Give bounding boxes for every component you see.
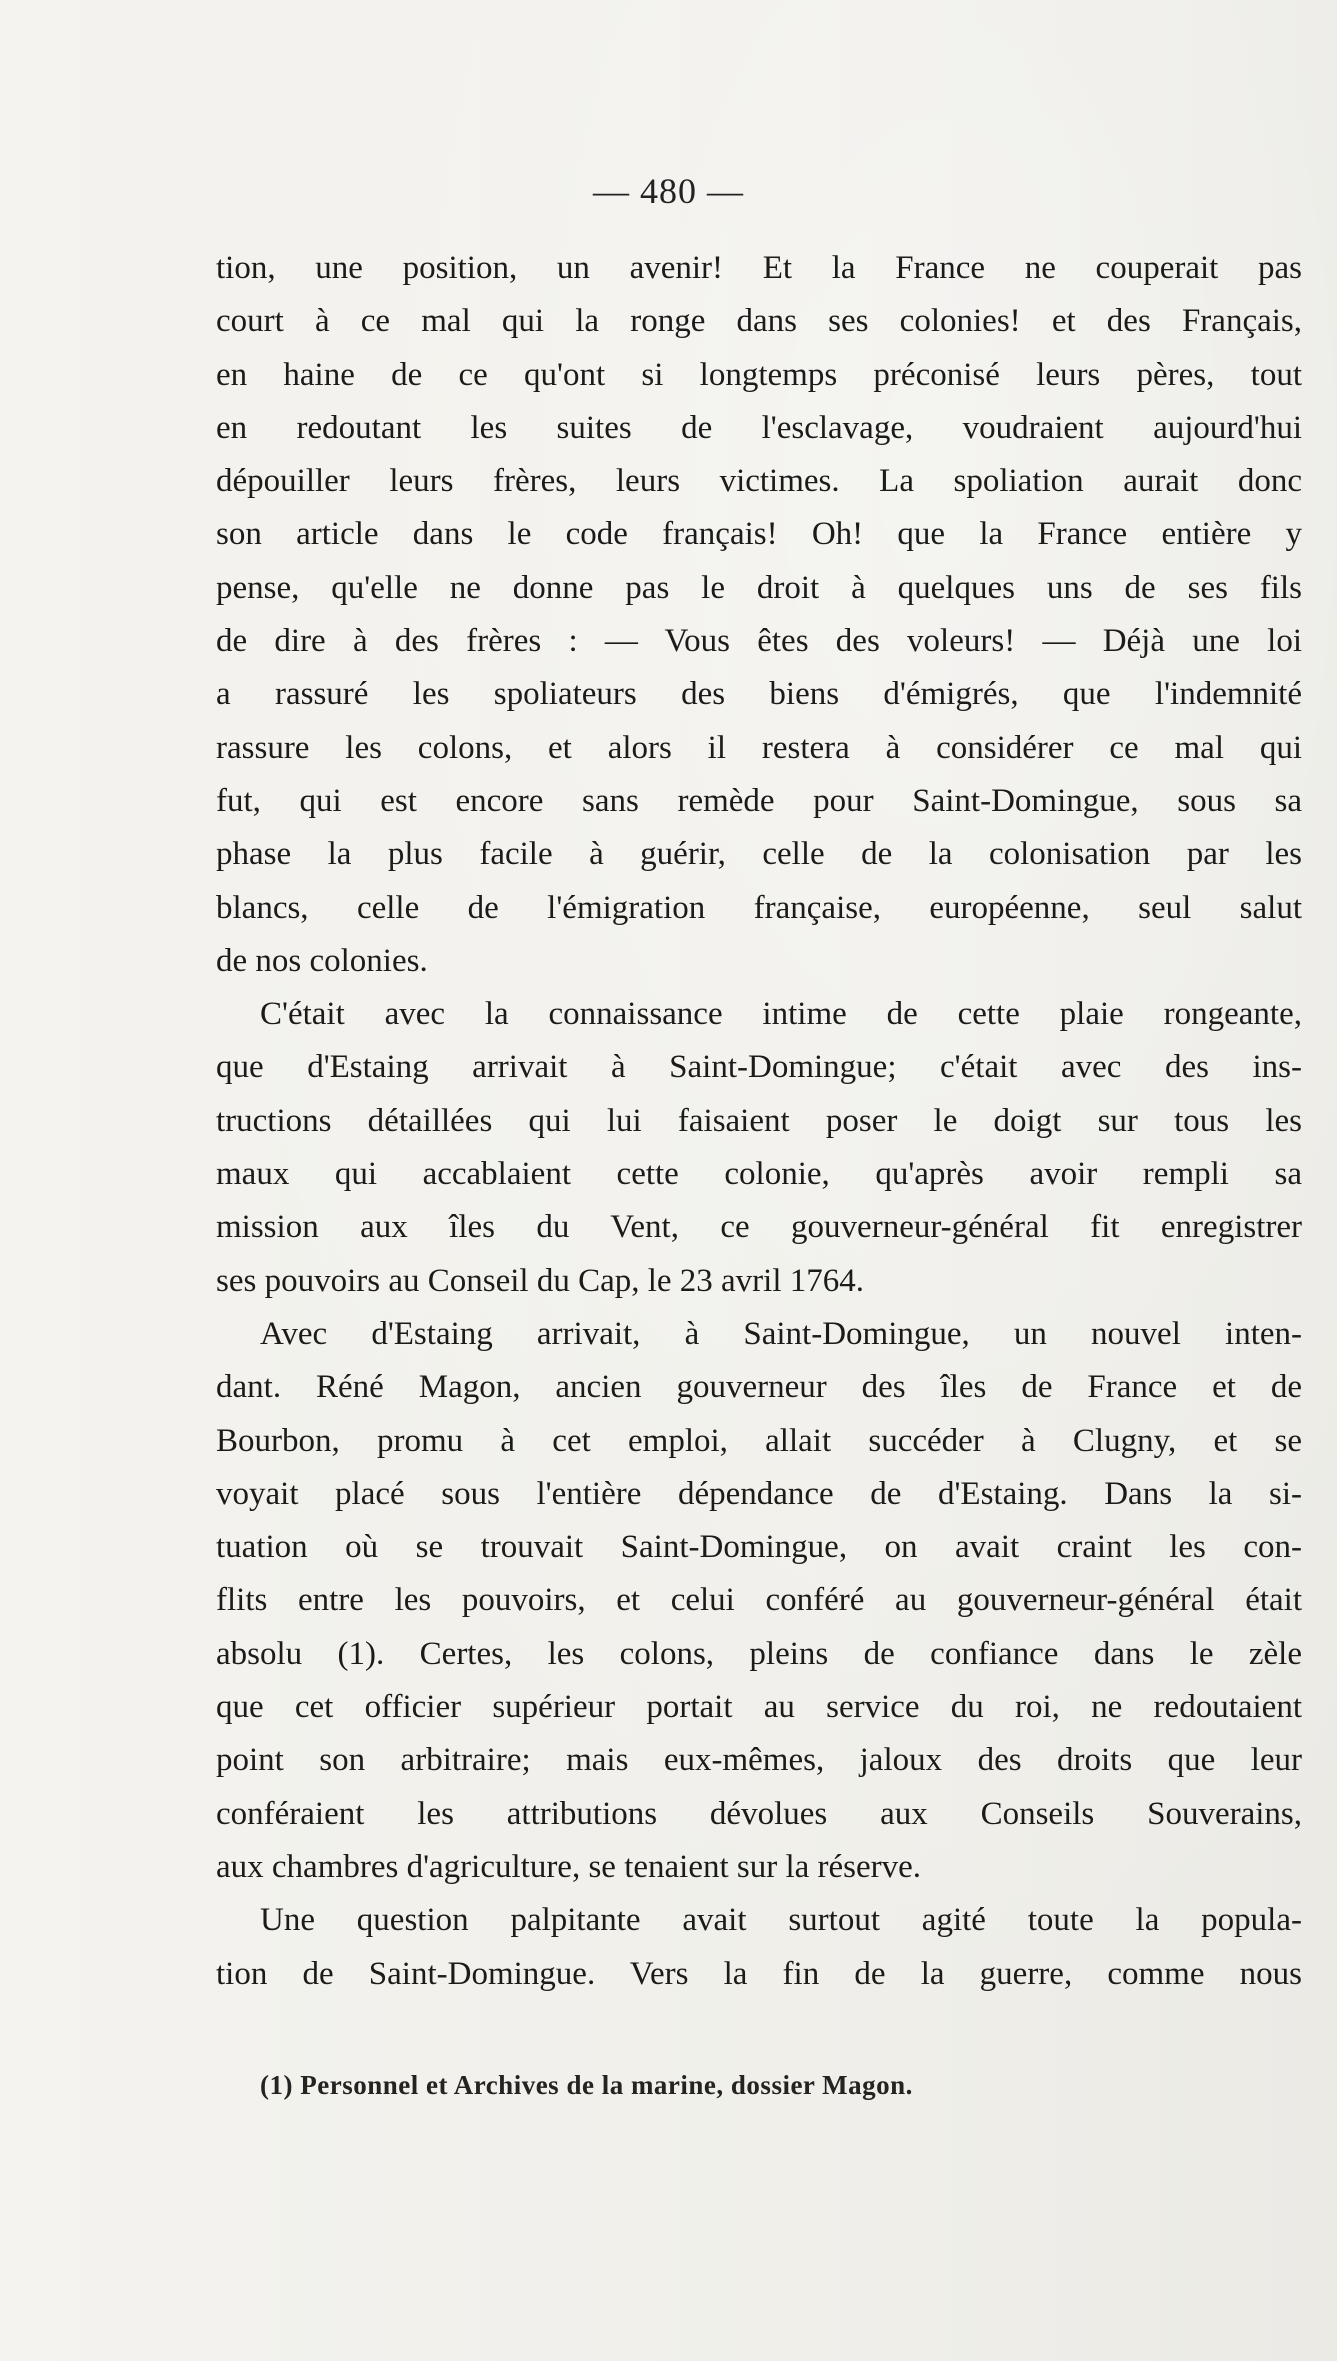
text-line: maux qui accablaient cette colonie, qu'après avoir rempli sa bbox=[216, 1156, 1302, 1193]
text-line: absolu (1). Certes, les colons, pleins de confiance dans le zèle bbox=[216, 1635, 1302, 1672]
text-line: mission aux îles du Vent, ce gouverneur-général fit enregistrer bbox=[216, 1209, 1302, 1246]
text-line: dant. Réné Magon, ancien gouverneur des îles de France et de bbox=[216, 1369, 1302, 1406]
footnote: (1) Personnel et Archives de la marine, dossier Magon. bbox=[260, 2070, 913, 2100]
text-line: point son arbitraire; mais eux-mêmes, jaloux des droits que leur bbox=[216, 1742, 1302, 1779]
text-line: aux chambres d'agriculture, se tenaient sur la réserve. bbox=[216, 1848, 922, 1885]
text-line: conféraient les attributions dévolues aux Conseils Souverains, bbox=[216, 1795, 1302, 1832]
text-line: tructions détaillées qui lui faisaient poser le doigt sur tous les bbox=[216, 1102, 1302, 1139]
text-line: tion, une position, un avenir! Et la France ne couperait pas bbox=[216, 250, 1302, 286]
text-line: fut, qui est encore sans remède pour Saint-Domingue, sous sa bbox=[216, 782, 1302, 819]
text-line: que cet officier supérieur portait au service du roi, ne redoutaient bbox=[216, 1689, 1302, 1726]
text-line: phase la plus facile à guérir, celle de la colonisation par les bbox=[216, 836, 1302, 873]
body-text bbox=[216, 242, 1302, 2001]
text-line: son article dans le code français! Oh! que la France entière y bbox=[216, 516, 1302, 553]
text-line: de nos colonies. bbox=[216, 942, 428, 979]
text-line: blancs, celle de l'émigration française, européenne, seul salut bbox=[216, 889, 1302, 926]
text-line: ses pouvoirs au Conseil du Cap, le 23 avril 1764. bbox=[216, 1262, 865, 1299]
text-line: en haine de ce qu'ont si longtemps préconisé leurs pères, tout bbox=[216, 356, 1302, 393]
text-line: en redoutant les suites de l'esclavage, voudraient aujourd'hui bbox=[216, 409, 1302, 446]
text-line: Avec d'Estaing arrivait, à Saint-Domingue, un nouvel inten- bbox=[260, 1315, 1302, 1352]
text-line: court à ce mal qui la ronge dans ses colonies! et des Français, bbox=[216, 303, 1302, 340]
text-line: C'était avec la connaissance intime de cette plaie rongeante, bbox=[260, 996, 1302, 1033]
text-line: pense, qu'elle ne donne pas le droit à quelques uns de ses fils bbox=[216, 569, 1302, 606]
text-line: rassure les colons, et alors il restera à considérer ce mal qui bbox=[216, 729, 1302, 766]
page-number: — 480 — bbox=[593, 171, 744, 211]
text-line: a rassuré les spoliateurs des biens d'émigrés, que l'indemnité bbox=[216, 676, 1302, 713]
text-line: dépouiller leurs frères, leurs victimes. La spoliation aurait donc bbox=[216, 463, 1302, 500]
text-line: que d'Estaing arrivait à Saint-Domingue; c'était avec des ins- bbox=[216, 1049, 1302, 1086]
text-line: Une question palpitante avait surtout agité toute la popula- bbox=[260, 1902, 1302, 1939]
text-line: de dire à des frères : — Vous êtes des voleurs! — Déjà une loi bbox=[216, 623, 1302, 660]
text-line: voyait placé sous l'entière dépendance de d'Estaing. Dans la si- bbox=[216, 1475, 1302, 1512]
text-line: tion de Saint-Domingue. Vers la fin de la guerre, comme nous bbox=[216, 1955, 1302, 1992]
text-line: flits entre les pouvoirs, et celui conféré au gouverneur-général était bbox=[216, 1582, 1302, 1619]
text-line: Bourbon, promu à cet emploi, allait succéder à Clugny, et se bbox=[216, 1422, 1302, 1459]
text-line: tuation où se trouvait Saint-Domingue, on avait craint les con- bbox=[216, 1529, 1302, 1566]
